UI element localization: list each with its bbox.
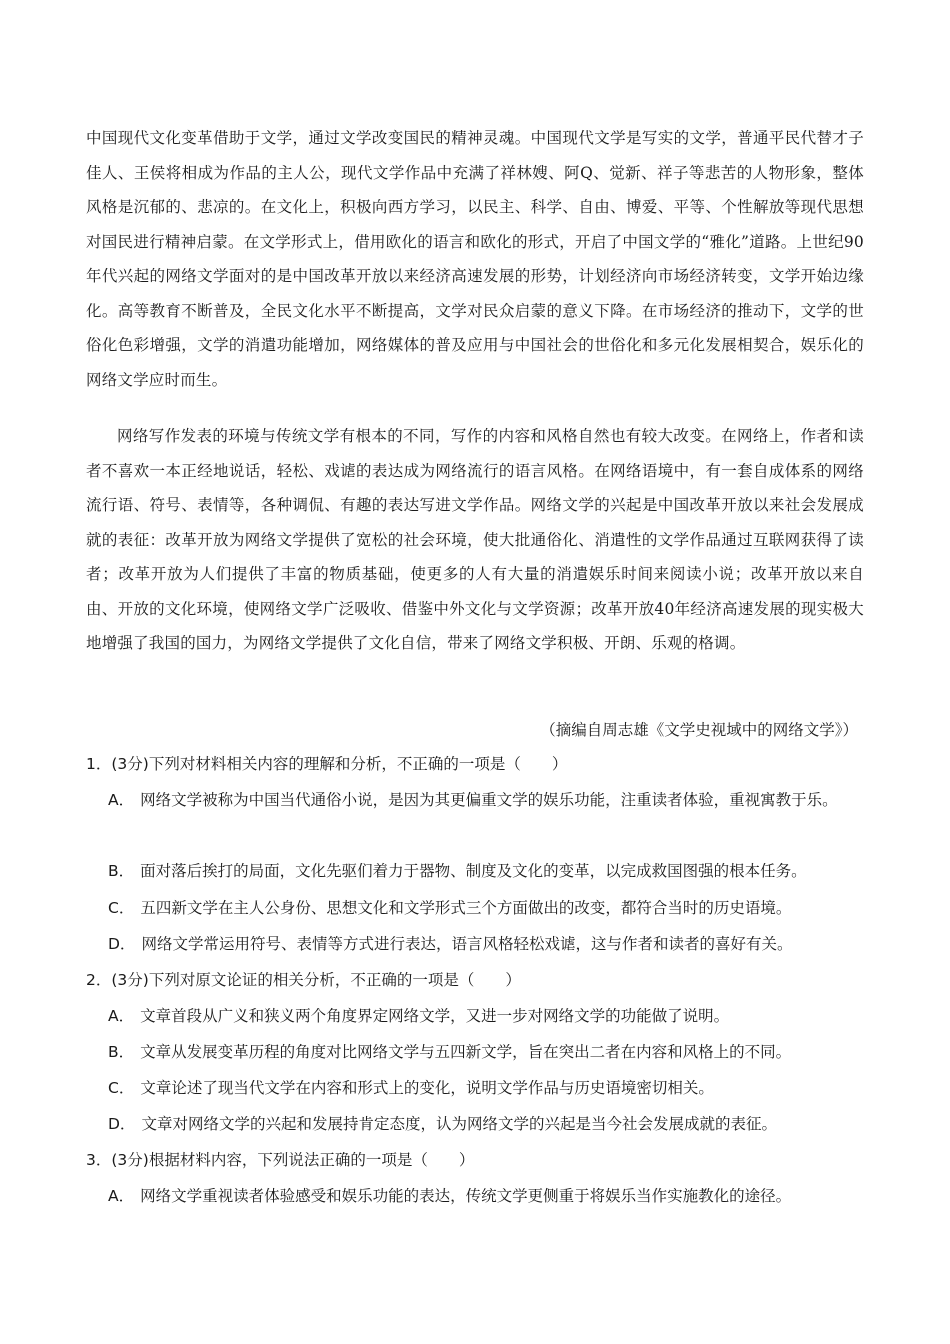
question-number: 1．	[86, 755, 112, 773]
question-text: (3分)下列对材料相关内容的理解和分析，不正确的一项是（ ）	[111, 755, 568, 773]
question-1-option-a	[108, 783, 866, 817]
option-text: 网络文学重视读者体验感受和娱乐功能的表达，传统文学更侧重于将娱乐当作实施教化的途径。	[140, 1187, 792, 1205]
option-text: 五四新文学在主人公身份、思想文化和文学形式三个方面做出的改变，都符合当时的历史语境。	[140, 899, 792, 917]
option-text: 网络文学常运用符号、表情等方式进行表达，语言风格轻松戏谑，这与作者和读者的喜好有关。	[141, 935, 793, 953]
question-1-option-b	[108, 854, 866, 888]
option-text: 文章对网络文学的兴起和发展持肯定态度，认为网络文学的兴起是当今社会发展成就的表征。	[141, 1115, 777, 1133]
question-number: 2．	[86, 971, 112, 989]
question-3-stem	[86, 1143, 866, 1177]
passage-paragraph-1: 中国现代文化变革借助于文学，通过文学改变国民的精神灵魂。中国现代文学是写实的文学，普通平民代替才子佳人、王侯将相成为作品的主人公，现代文学作品中充满了祥林嫂、阿Q、觉新、祥子等悲苦的人物形象，整体风格是沉郁的、悲凉的。在文化上，积极向西方学习，以民主、科学、自由、博爱、平等、个性解放等现代思想对国民进行精神启蒙。在文学形式上，借用欧化的语言和欧化的形式，开启了中国文学的“雅化”道路。上世纪90年代兴起的网络文学面对的是中国改革开放以来经济高速发展的形势，计划经济向市场经济转变，文学开始边缘化。高等教育不断普及，全民文化水平不断提高，文学对民众启蒙的意义下降。在市场经济的推动下，文学的世俗化色彩增强，文学的消遣功能增加，网络媒体的普及应用与中国社会的世俗化和多元化发展相契合，娱乐化的网络文学应时而生。	[86, 129, 864, 389]
question-text: (3分)根据材料内容，下列说法正确的一项是（ ）	[111, 1151, 475, 1169]
question-2-option-d	[108, 1107, 866, 1141]
option-letter: B．	[108, 1043, 135, 1061]
option-text: 文章论述了现当代文学在内容和形式上的变化，说明文学作品与历史语境密切相关。	[140, 1079, 714, 1097]
question-2-option-a	[108, 999, 866, 1033]
question-number: 3．	[86, 1151, 112, 1169]
question-2-stem	[86, 963, 866, 997]
question-3-option-a	[108, 1179, 866, 1213]
question-1-option-d	[108, 927, 866, 961]
passage-paragraph-2: 网络写作发表的环境与传统文学有根本的不同，写作的内容和风格自然也有较大改变。在网络上，作者和读者不喜欢一本正经地说话，轻松、戏谑的表达成为网络流行的语言风格。在网络语境中，有一套自成体系的网络流行语、符号、表情等，各种调侃、有趣的表达写进文学作品。网络文学的兴起是中国改革开放以来社会发展成就的表征：改革开放为网络文学提供了宽松的社会环境，使大批通俗化、消遣性的文学作品通过互联网获得了读者；改革开放为人们提供了丰富的物质基础，使更多的人有大量的消遣娱乐时间来阅读小说；改革开放以来自由、开放的文化环境，使网络文学广泛吸收、借鉴中外文化与文学资源；改革开放40年经济高速发展的现实极大地增强了我国的国力，为网络文学提供了文化自信，带来了网络文学积极、开朗、乐观的格调。	[86, 427, 864, 652]
option-letter: B．	[108, 862, 135, 880]
option-letter: A．	[108, 791, 135, 809]
question-2-option-b	[108, 1035, 866, 1069]
question-text: (3分)下列对原文论证的相关分析，不正确的一项是（ ）	[111, 971, 521, 989]
question-2-option-c	[108, 1071, 866, 1105]
question-1-option-c	[108, 891, 866, 925]
passage-source: （摘编自周志雄《文学史视域中的网络文学》）	[540, 721, 858, 739]
option-letter: C．	[108, 899, 135, 917]
question-1-stem	[86, 747, 866, 781]
option-letter: C．	[108, 1079, 135, 1097]
option-letter: D．	[108, 935, 136, 953]
option-text: 网络文学被称为中国当代通俗小说，是因为其更偏重文学的娱乐功能，注重读者体验，重视寓教于乐。	[140, 791, 838, 809]
option-text: 文章首段从广义和狭义两个角度界定网络文学，又进一步对网络文学的功能做了说明。	[140, 1007, 730, 1025]
option-text: 面对落后挨打的局面，文化先驱们着力于器物、制度及文化的变革，以完成救国图强的根本任务。	[140, 862, 807, 880]
option-letter: D．	[108, 1115, 136, 1133]
option-text: 文章从发展变革历程的角度对比网络文学与五四新文学，旨在突出二者在内容和风格上的不同。	[140, 1043, 792, 1061]
option-letter: A．	[108, 1007, 135, 1025]
option-letter: A．	[108, 1187, 135, 1205]
